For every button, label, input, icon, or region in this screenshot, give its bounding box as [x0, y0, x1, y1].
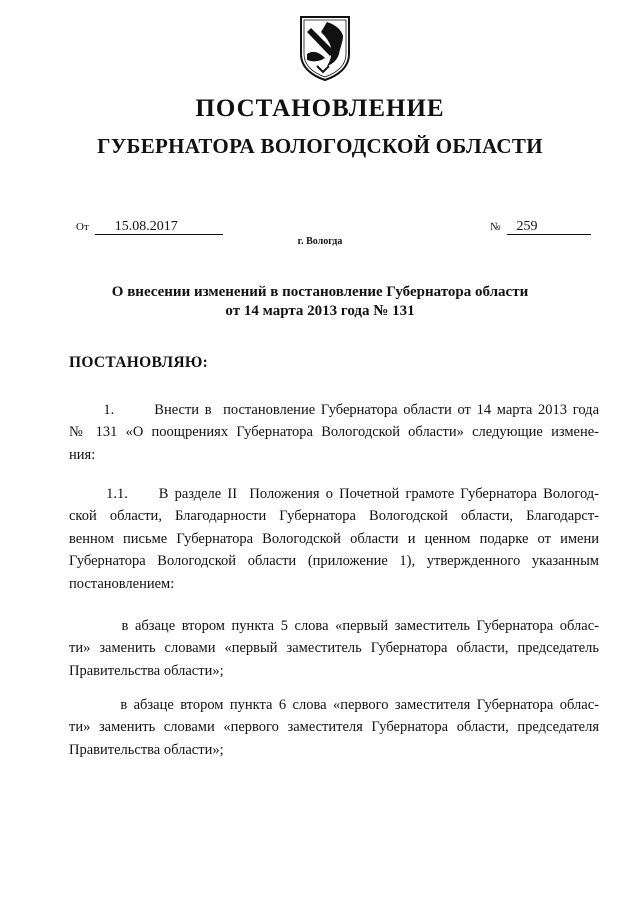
text-line: Правительства области»; [69, 741, 224, 758]
text-line: Правительства области»; [69, 662, 224, 679]
text-line: Губернатора Вологодской области (приложение 1), утвержденного указанным [69, 553, 599, 570]
decree-word: ПОСТАНОВЛЯЮ: [69, 354, 209, 371]
issuer-title: ГУБЕРНАТОРА ВОЛОГОДСКОЙ ОБЛАСТИ [97, 134, 543, 158]
text-line: венном письме Губернатора Вологодской области и ценном подарке от имени [69, 530, 599, 547]
vologda-coat-of-arms-icon [297, 14, 353, 82]
text-line: ти» заменить словами «первый заместитель Губернатора области, председатель [69, 640, 599, 657]
text-line: 1. Внести в постановление Губернатора области от 14 марта 2013 года [69, 402, 599, 418]
date-field [76, 218, 223, 235]
text-line: № 131 «О поощрениях Губернатора Вологодской области» следующие измене- [69, 424, 599, 441]
text-line: в абзаце втором пункта 5 слова «первый заместитель Губернатора облас- [69, 618, 599, 634]
text-line: ти» заменить словами «первого заместителя Губернатора области, председателя [69, 719, 599, 736]
date-prefix: От [76, 221, 89, 233]
number-field [490, 218, 591, 235]
text-line: ния: [69, 446, 96, 463]
text-line: постановлением: [69, 575, 175, 592]
document-subject [60, 283, 580, 321]
paragraph-1 [69, 399, 599, 466]
subject-line: О внесении изменений в постановление Губернатора области [111, 284, 529, 300]
date-value: 15.08.2017 [95, 220, 223, 235]
text-line: ской области, Благодарности Губернатора Вологодской области, Благодарст- [69, 508, 599, 525]
paragraph-4 [69, 694, 599, 761]
city-label: г. Вологда [297, 236, 343, 247]
text-line: в абзаце втором пункта 6 слова «первого заместителя Губернатора облас- [69, 697, 599, 713]
number-value: 259 [507, 220, 591, 235]
subject-line: от 14 марта 2013 года № 131 [225, 303, 415, 319]
number-prefix: № [490, 221, 501, 233]
paragraph-3 [69, 615, 599, 682]
document-title: ПОСТАНОВЛЕНИЕ [195, 95, 445, 122]
text-line: 1.1. В разделе II Положения о Почетной грамоте Губернатора Вологод- [69, 486, 599, 502]
paragraph-1-1 [69, 483, 599, 595]
